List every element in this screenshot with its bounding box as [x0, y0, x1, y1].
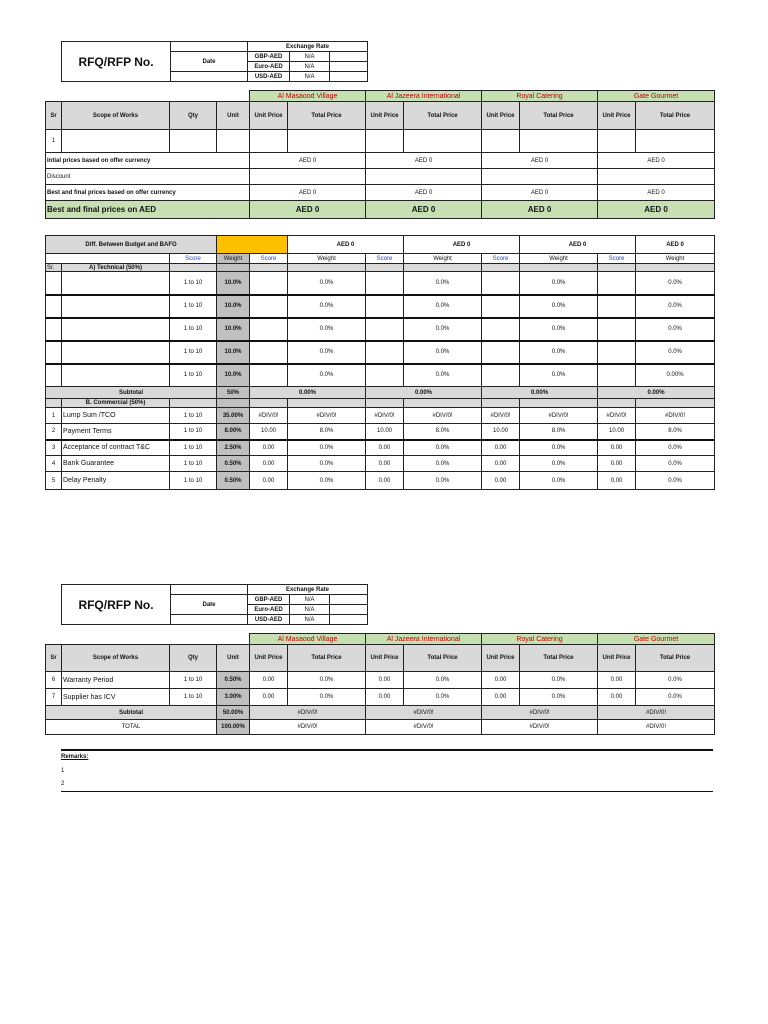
col-unit: Unit [217, 102, 250, 130]
col-score: Score [482, 254, 520, 264]
score-cell[interactable]: 0.00 [250, 440, 288, 456]
col-scope: Scope of Works [62, 645, 170, 672]
col-total-price: Total Price [404, 102, 482, 130]
weight-pct: #DIV/0! [520, 408, 598, 424]
score-range: 1 to 10 [170, 456, 217, 472]
pricing-table [45, 90, 715, 219]
commercial-label: B. Commercial (50%) [62, 399, 170, 408]
score-cell[interactable]: 0.00 [598, 456, 636, 472]
tech-criterion[interactable] [62, 318, 170, 341]
date-label: Date [171, 595, 248, 615]
score-cell[interactable]: 10.00 [250, 424, 288, 440]
weight-pct: 0.0% [636, 456, 715, 472]
weight-pct: 0.0% [636, 341, 715, 364]
weight-value: 0.50% [217, 456, 250, 472]
score-cell[interactable] [482, 295, 520, 318]
weight-pct: 0.0% [636, 472, 715, 490]
row-sr: 3 [46, 440, 62, 456]
row-sr: 6 [46, 672, 62, 689]
aed-value: AED 0 [250, 153, 366, 169]
weight-pct: 0.0% [404, 341, 482, 364]
unit-cell[interactable] [217, 130, 250, 153]
vendor-name: Al Jazeera International [366, 634, 482, 645]
score-cell[interactable] [598, 272, 636, 295]
technical-label: A) Technical (50%) [62, 264, 170, 272]
row-sr: 7 [46, 689, 62, 706]
vendor-name: Royal Catering [482, 91, 598, 102]
weight-value: 10.0% [217, 341, 250, 364]
col-unit-price: Unit Price [250, 645, 288, 672]
price-cell[interactable] [598, 130, 636, 153]
col-total-price: Total Price [520, 645, 598, 672]
subtotal-label: Subtotal [46, 706, 217, 720]
rfq-label: RFQ/RFP No. [62, 42, 171, 82]
weight-pct: 0.0% [404, 689, 482, 706]
remarks-bottom-rule [61, 791, 713, 792]
weight-pct: 0.0% [404, 456, 482, 472]
price-cell[interactable] [520, 130, 598, 153]
score-range: 1 to 10 [170, 272, 217, 295]
weight-pct: 0.0% [520, 440, 598, 456]
scope-cell[interactable] [62, 130, 170, 153]
rate-pair: Euro-AED [248, 605, 290, 615]
weight-pct: 0.0% [520, 456, 598, 472]
col-weight: Weight [636, 254, 715, 264]
col-unit-price: Unit Price [250, 102, 288, 130]
tech-criterion[interactable] [62, 295, 170, 318]
col-total-price: Total Price [520, 102, 598, 130]
rate-pair: USD-AED [248, 615, 290, 625]
discount-cell[interactable] [482, 169, 598, 185]
rate-value: N/A [290, 72, 330, 82]
weight-pct: 0.00% [636, 364, 715, 387]
price-cell[interactable] [250, 130, 288, 153]
score-cell[interactable]: 0.00 [482, 689, 520, 706]
weight-pct: 8.0% [636, 424, 715, 440]
col-unit-price: Unit Price [598, 102, 636, 130]
score-cell[interactable] [598, 295, 636, 318]
vendor-name: Al Masaood Village [250, 634, 366, 645]
weight-pct: 0.0% [404, 472, 482, 490]
tech-criterion[interactable] [62, 364, 170, 387]
exchange-rate-label: Exchange Rate [248, 585, 368, 595]
weight-pct: 0.0% [636, 689, 715, 706]
score-cell[interactable]: #DIV/0! [366, 408, 404, 424]
total-value: #DIV/0! [598, 720, 715, 735]
score-range: 1 to 10 [170, 424, 217, 440]
rate-value: N/A [290, 615, 330, 625]
score-cell[interactable] [598, 364, 636, 387]
remark-item[interactable]: 2 [61, 781, 65, 787]
col-weight: Weight [217, 254, 250, 264]
criterion-name: Bank Guarantee [62, 456, 170, 472]
aed-value: AED 0 [366, 153, 482, 169]
rate-extra[interactable] [330, 605, 368, 615]
score-cell[interactable]: 0.00 [598, 689, 636, 706]
aed-value: AED 0 [482, 153, 598, 169]
weight-value: 10.0% [217, 295, 250, 318]
col-weight: Weight [404, 254, 482, 264]
total-value: #DIV/0! [366, 720, 482, 735]
criterion-name: Payment Terms [62, 424, 170, 440]
criterion-name: Supplier has ICV [62, 689, 170, 706]
best-final-currency-label: Best and final prices based on offer currency [46, 185, 250, 201]
rate-extra[interactable] [330, 62, 368, 72]
total-value: #DIV/0! [250, 720, 366, 735]
date-label: Date [171, 52, 248, 72]
aed-value: AED 0 [404, 236, 520, 254]
col-total-price: Total Price [288, 102, 366, 130]
score-cell[interactable]: 0.00 [366, 456, 404, 472]
weight-pct: 0.0% [520, 689, 598, 706]
tech-criterion[interactable] [62, 341, 170, 364]
discount-cell[interactable] [366, 169, 482, 185]
score-cell[interactable]: 0.00 [598, 440, 636, 456]
col-weight: Weight [288, 254, 366, 264]
weight-pct: 0.0% [520, 295, 598, 318]
weight-pct: 0.0% [288, 672, 366, 689]
criterion-name: Lump Sum /TCO [62, 408, 170, 424]
weight-pct: 0.0% [520, 318, 598, 341]
weight-pct: 0.0% [288, 318, 366, 341]
score-cell[interactable]: 0.00 [366, 440, 404, 456]
weight-value: 0.50% [217, 472, 250, 490]
score-cell[interactable]: 10.00 [366, 424, 404, 440]
rate-value: N/A [290, 52, 330, 62]
col-qty: Qty [170, 102, 217, 130]
score-cell[interactable] [482, 272, 520, 295]
weight-pct: 0.0% [404, 272, 482, 295]
price-cell[interactable] [288, 130, 366, 153]
score-range: 1 to 10 [170, 408, 217, 424]
score-cell[interactable]: 0.00 [482, 456, 520, 472]
col-sr: Sr [46, 645, 62, 672]
score-cell[interactable]: 0.00 [250, 456, 288, 472]
col-sr: Sr [46, 102, 62, 130]
col-unit-price: Unit Price [366, 645, 404, 672]
subtotal-weight: 50% [217, 387, 250, 399]
score-cell[interactable]: 0.00 [482, 440, 520, 456]
budget-cell[interactable] [217, 236, 288, 254]
col-score: Score [170, 254, 217, 264]
score-cell[interactable] [250, 272, 288, 295]
rate-extra[interactable] [330, 72, 368, 82]
weight-pct: 0.0% [404, 318, 482, 341]
exchange-rate-label: Exchange Rate [248, 42, 368, 52]
weight-pct: 0.0% [520, 272, 598, 295]
row-sr: 1 [46, 130, 62, 153]
subtotal-value: #DIV/0! [598, 706, 715, 720]
weight-pct: 0.0% [520, 341, 598, 364]
criterion-name: Acceptance of contract T&C [62, 440, 170, 456]
weight-pct: 0.0% [404, 440, 482, 456]
subtotal-value: 0.00% [482, 387, 598, 399]
weight-pct: 0.0% [404, 364, 482, 387]
col-unit: Unit [217, 645, 250, 672]
score-cell[interactable]: 0.00 [366, 672, 404, 689]
criterion-name: Warranty Period [62, 672, 170, 689]
rate-value: N/A [290, 595, 330, 605]
weight-pct: 8.0% [404, 424, 482, 440]
score-cell[interactable] [366, 318, 404, 341]
weight-value: 10.0% [217, 318, 250, 341]
remark-item[interactable]: 1 [61, 768, 65, 774]
col-total-price: Total Price [636, 102, 715, 130]
date-value[interactable] [171, 615, 248, 625]
score-cell[interactable] [366, 364, 404, 387]
score-cell[interactable] [598, 341, 636, 364]
col-score: Score [250, 254, 288, 264]
score-range: 1 to 10 [170, 295, 217, 318]
score-cell[interactable] [366, 341, 404, 364]
col-scope: Scope of Works [62, 102, 170, 130]
rate-pair: GBP-AED [248, 595, 290, 605]
weight-pct: 0.0% [288, 472, 366, 490]
weight-value: 8.00% [217, 424, 250, 440]
weight-pct: 0.0% [288, 689, 366, 706]
col-unit-price: Unit Price [482, 645, 520, 672]
weight-pct: 0.0% [636, 295, 715, 318]
score-cell[interactable]: #DIV/0! [482, 408, 520, 424]
weight-pct: 0.0% [636, 672, 715, 689]
total-label: TOTAL [46, 720, 217, 735]
rfq-header [61, 41, 368, 82]
score-cell[interactable]: 0.00 [250, 472, 288, 490]
weight-pct: 8.0% [520, 424, 598, 440]
weight-pct: 8.0% [288, 424, 366, 440]
weight-pct: 0.0% [404, 295, 482, 318]
page2-table [45, 633, 715, 735]
row-sr: 5 [46, 472, 62, 490]
price-cell[interactable] [404, 130, 482, 153]
score-range: 1 to 10 [170, 318, 217, 341]
rate-pair: USD-AED [248, 72, 290, 82]
col-total-price: Total Price [288, 645, 366, 672]
price-cell[interactable] [636, 130, 715, 153]
aed-value: AED 0 [482, 201, 598, 219]
weight-pct: 0.0% [520, 364, 598, 387]
row-sr: 1 [46, 408, 62, 424]
score-cell[interactable] [250, 364, 288, 387]
weight-pct: 0.0% [288, 364, 366, 387]
aed-value: AED 0 [250, 185, 366, 201]
weight-pct: 0.0% [520, 472, 598, 490]
score-cell[interactable]: 0.00 [250, 689, 288, 706]
weight-pct: 0.0% [636, 272, 715, 295]
score-range: 1 to 10 [170, 672, 217, 689]
score-cell[interactable] [482, 318, 520, 341]
score-cell[interactable] [482, 341, 520, 364]
weight-pct: 0.0% [288, 272, 366, 295]
col-weight: Weight [520, 254, 598, 264]
weight-value: 10.0% [217, 364, 250, 387]
score-cell[interactable] [482, 364, 520, 387]
weight-pct: 0.0% [636, 440, 715, 456]
discount-cell[interactable] [250, 169, 366, 185]
aed-value: AED 0 [366, 201, 482, 219]
rfq-label: RFQ/RFP No. [62, 585, 171, 625]
evaluation-table [45, 235, 715, 490]
aed-value: AED 0 [366, 185, 482, 201]
best-final-aed-label: Best and final prices on AED [46, 201, 250, 219]
score-cell[interactable]: 0.00 [366, 689, 404, 706]
aed-value: AED 0 [250, 201, 366, 219]
rate-value: N/A [290, 605, 330, 615]
vendor-name: Gate Gourmet [598, 91, 715, 102]
aed-value: AED 0 [636, 236, 715, 254]
remarks-top-rule [61, 749, 713, 751]
score-cell[interactable] [250, 318, 288, 341]
weight-value: 3.00% [217, 689, 250, 706]
score-range: 1 to 10 [170, 689, 217, 706]
score-cell[interactable]: 0.00 [482, 472, 520, 490]
aed-value: AED 0 [288, 236, 404, 254]
score-range: 1 to 10 [170, 440, 217, 456]
initial-prices-label: Intial prices based on offer currency [46, 153, 250, 169]
score-cell[interactable] [366, 272, 404, 295]
weight-pct: 0.0% [288, 456, 366, 472]
weight-value: 2.50% [217, 440, 250, 456]
col-qty: Qty [170, 645, 217, 672]
date-value[interactable] [171, 72, 248, 82]
subtotal-label: Subtotal [46, 387, 217, 399]
score-cell[interactable]: 0.00 [598, 672, 636, 689]
weight-pct: 0.0% [520, 672, 598, 689]
discount-cell[interactable] [598, 169, 715, 185]
score-cell[interactable] [598, 318, 636, 341]
aed-value: AED 0 [520, 236, 636, 254]
score-range: 1 to 10 [170, 472, 217, 490]
discount-label: Discount [46, 169, 250, 185]
rate-pair: GBP-AED [248, 52, 290, 62]
score-cell[interactable]: 10.00 [598, 424, 636, 440]
score-cell[interactable] [250, 341, 288, 364]
tech-criterion[interactable] [62, 272, 170, 295]
weight-pct: #DIV/0! [636, 408, 715, 424]
rfq-header [61, 584, 368, 625]
score-cell[interactable]: 0.00 [250, 672, 288, 689]
weight-value: 35.00% [217, 408, 250, 424]
weight-pct: #DIV/0! [404, 408, 482, 424]
score-range: 1 to 10 [170, 364, 217, 387]
weight-pct: 0.0% [288, 341, 366, 364]
score-range: 1 to 10 [170, 341, 217, 364]
rate-extra[interactable] [330, 52, 368, 62]
weight-pct: 0.0% [288, 295, 366, 318]
aed-value: AED 0 [482, 185, 598, 201]
score-cell[interactable]: 10.00 [482, 424, 520, 440]
score-cell[interactable] [250, 295, 288, 318]
subtotal-weight: 50.00% [217, 706, 250, 720]
col-score: Score [598, 254, 636, 264]
score-cell[interactable] [366, 295, 404, 318]
vendor-name: Gate Gourmet [598, 634, 715, 645]
sr-label: Sr. [46, 264, 62, 272]
criterion-name: Delay Penalty [62, 472, 170, 490]
total-value: #DIV/0! [482, 720, 598, 735]
diff-label: Diff. Between Budget and BAFO [46, 236, 217, 254]
score-cell[interactable]: 0.00 [598, 472, 636, 490]
aed-value: AED 0 [598, 153, 715, 169]
subtotal-value: #DIV/0! [366, 706, 482, 720]
price-cell[interactable] [482, 130, 520, 153]
weight-pct: #DIV/0! [288, 408, 366, 424]
col-total-price: Total Price [636, 645, 715, 672]
aed-value: AED 0 [598, 201, 715, 219]
weight-pct: 0.0% [288, 440, 366, 456]
col-unit-price: Unit Price [366, 102, 404, 130]
row-sr: 2 [46, 424, 62, 440]
subtotal-value: #DIV/0! [250, 706, 366, 720]
qty-cell[interactable] [170, 130, 217, 153]
subtotal-value: 0.00% [598, 387, 715, 399]
weight-pct: 0.0% [404, 672, 482, 689]
score-cell[interactable]: 0.00 [482, 672, 520, 689]
rate-value: N/A [290, 62, 330, 72]
col-total-price: Total Price [404, 645, 482, 672]
row-sr: 4 [46, 456, 62, 472]
vendor-name: Al Jazeera International [366, 91, 482, 102]
price-cell[interactable] [366, 130, 404, 153]
weight-pct: 0.0% [636, 318, 715, 341]
rate-pair: Euro-AED [248, 62, 290, 72]
remarks-label: Remarks: [61, 754, 89, 760]
subtotal-value: 0.00% [366, 387, 482, 399]
col-score: Score [366, 254, 404, 264]
weight-value: 10.0% [217, 272, 250, 295]
rate-extra[interactable] [330, 595, 368, 605]
score-cell[interactable]: #DIV/0! [598, 408, 636, 424]
subtotal-value: #DIV/0! [482, 706, 598, 720]
score-cell[interactable]: #DIV/0! [250, 408, 288, 424]
aed-value: AED 0 [598, 185, 715, 201]
subtotal-value: 0.00% [250, 387, 366, 399]
col-unit-price: Unit Price [482, 102, 520, 130]
vendor-name: Royal Catering [482, 634, 598, 645]
vendor-name: Al Masaood Village [250, 91, 366, 102]
rate-extra[interactable] [330, 615, 368, 625]
weight-value: 0.50% [217, 672, 250, 689]
col-unit-price: Unit Price [598, 645, 636, 672]
total-weight: 100.00% [217, 720, 250, 735]
score-cell[interactable]: 0.00 [366, 472, 404, 490]
